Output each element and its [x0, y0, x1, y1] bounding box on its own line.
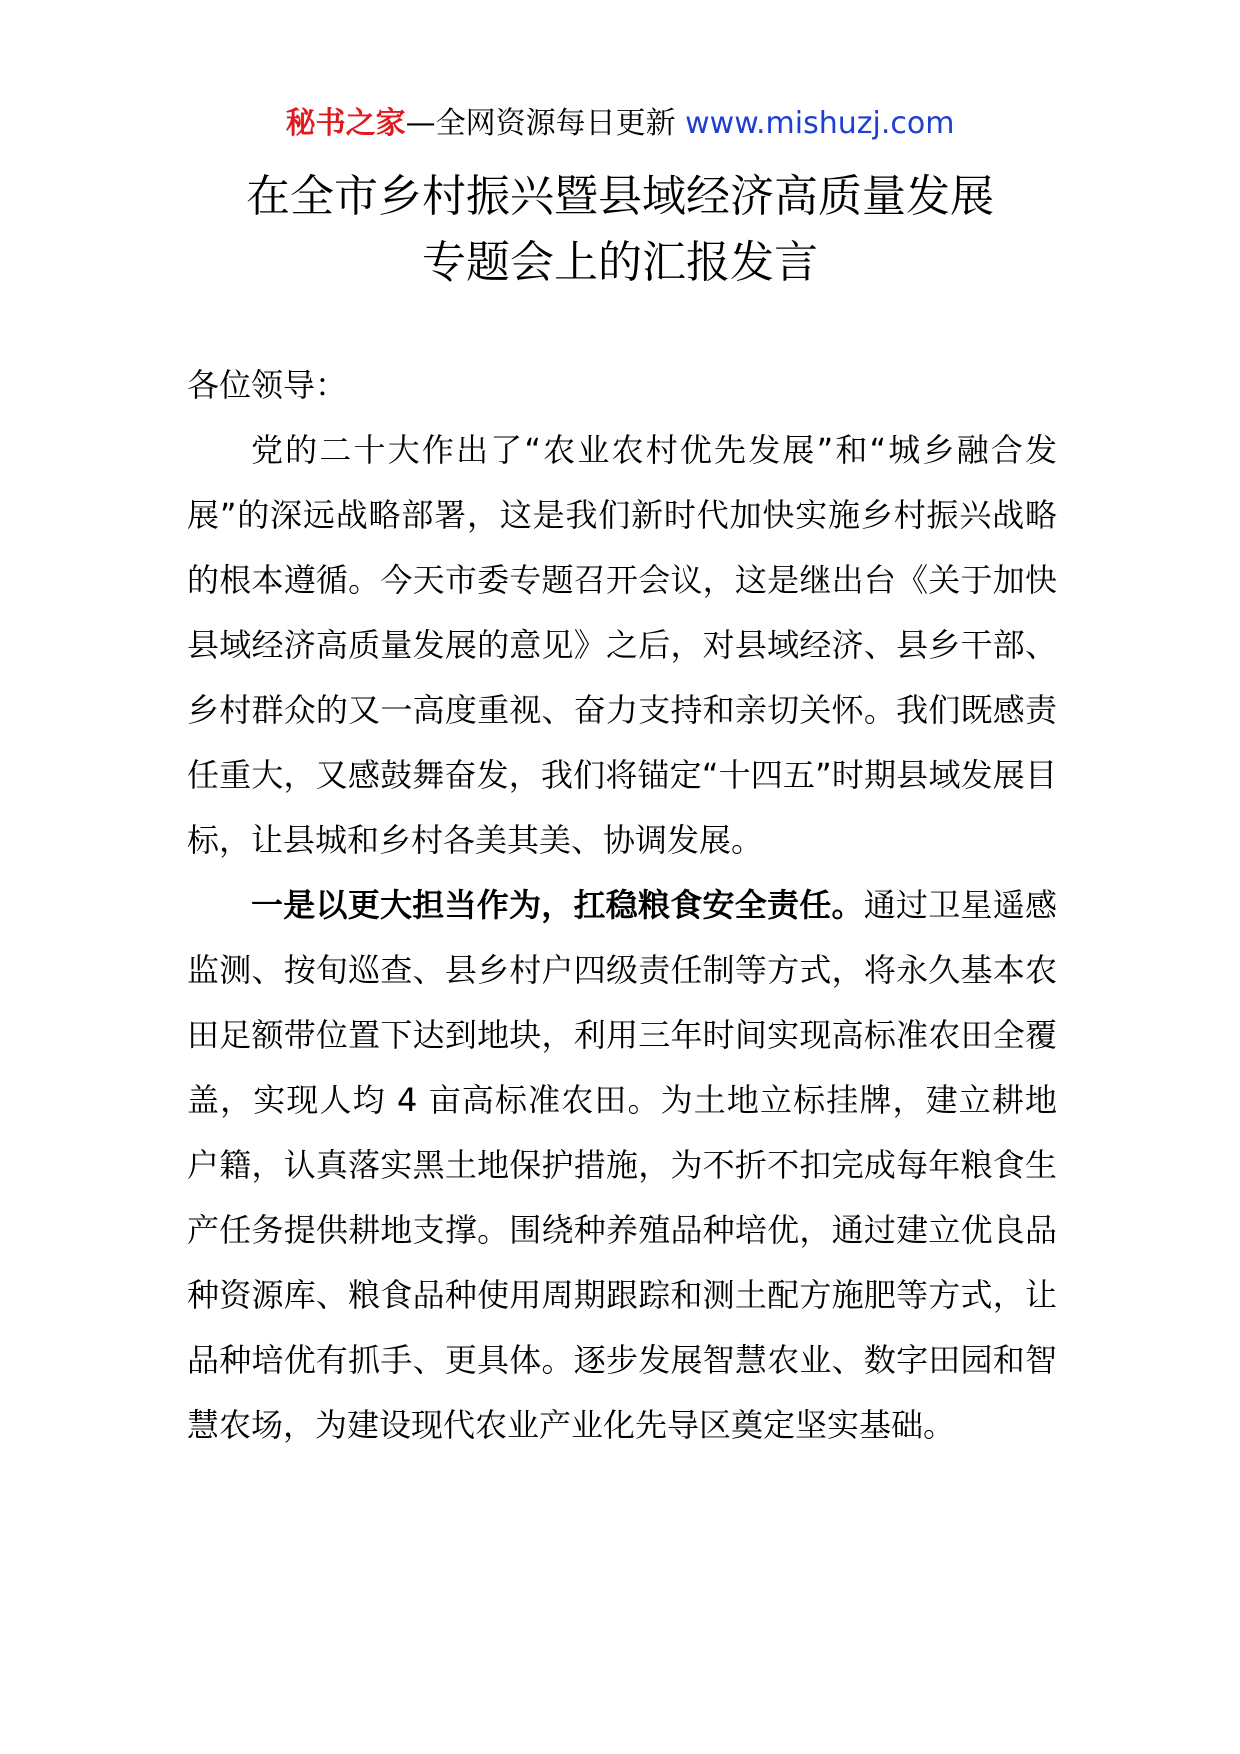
title-line-1: 在全市乡村振兴暨县域经济高质量发展	[246, 171, 994, 222]
salutation: 各位领导：	[187, 366, 348, 404]
title-line-2: 专题会上的汇报发言	[422, 237, 818, 288]
header-tagline: —全网资源每日更新	[405, 106, 676, 141]
paragraph-2-body: 通过卫星遥感监测、按旬巡查、县乡村户四级责任制等方式，将永久基本农田足额带位置下达到地块，利用三年时间实现高标准农田全覆盖，实现人均 4 亩高标准农田。为土地立标挂牌，建立耕地户籍，认真落实黑土地保护措施，为不折不扣完成每年粮食生产任务提供耕地支撑。围绕种养殖品种培优，通过建立优良品种资源库、粮食品种使用周期跟踪和测土配方施肥等方式，让品种培优有抓手、更具体。逐步发展智慧农业、数字田园和智慧农场，为建设现代农业产业化先导区奠定坚实基础。	[187, 886, 1057, 1444]
paragraph-2-heading: 一是以更大担当作为，扛稳粮食安全责任。	[251, 886, 864, 924]
site-url-link[interactable]: www.mishuzj.com	[685, 106, 955, 141]
brand-name: 秘书之家	[285, 106, 406, 141]
paragraph-1: 党的二十大作出了“农业农村优先发展”和“城乡融合发展”的深远战略部署，这是我们新时代加快实施乡村振兴战略的根本遵循。今天市委专题召开会议，这是继出台《关于加快县域经济高质量发展的意见》之后，对县域经济、县乡干部、乡村群众的又一高度重视、奋力支持和亲切关怀。我们既感责任重大，又感鼓舞奋发，我们将锚定“十四五”时期县域发展目标，让县城和乡村各美其美、协调发展。	[187, 431, 1057, 859]
paragraph-2	[187, 873, 1057, 1458]
document-body	[187, 353, 1057, 1458]
document-title	[0, 164, 1240, 296]
site-header	[0, 104, 1240, 144]
